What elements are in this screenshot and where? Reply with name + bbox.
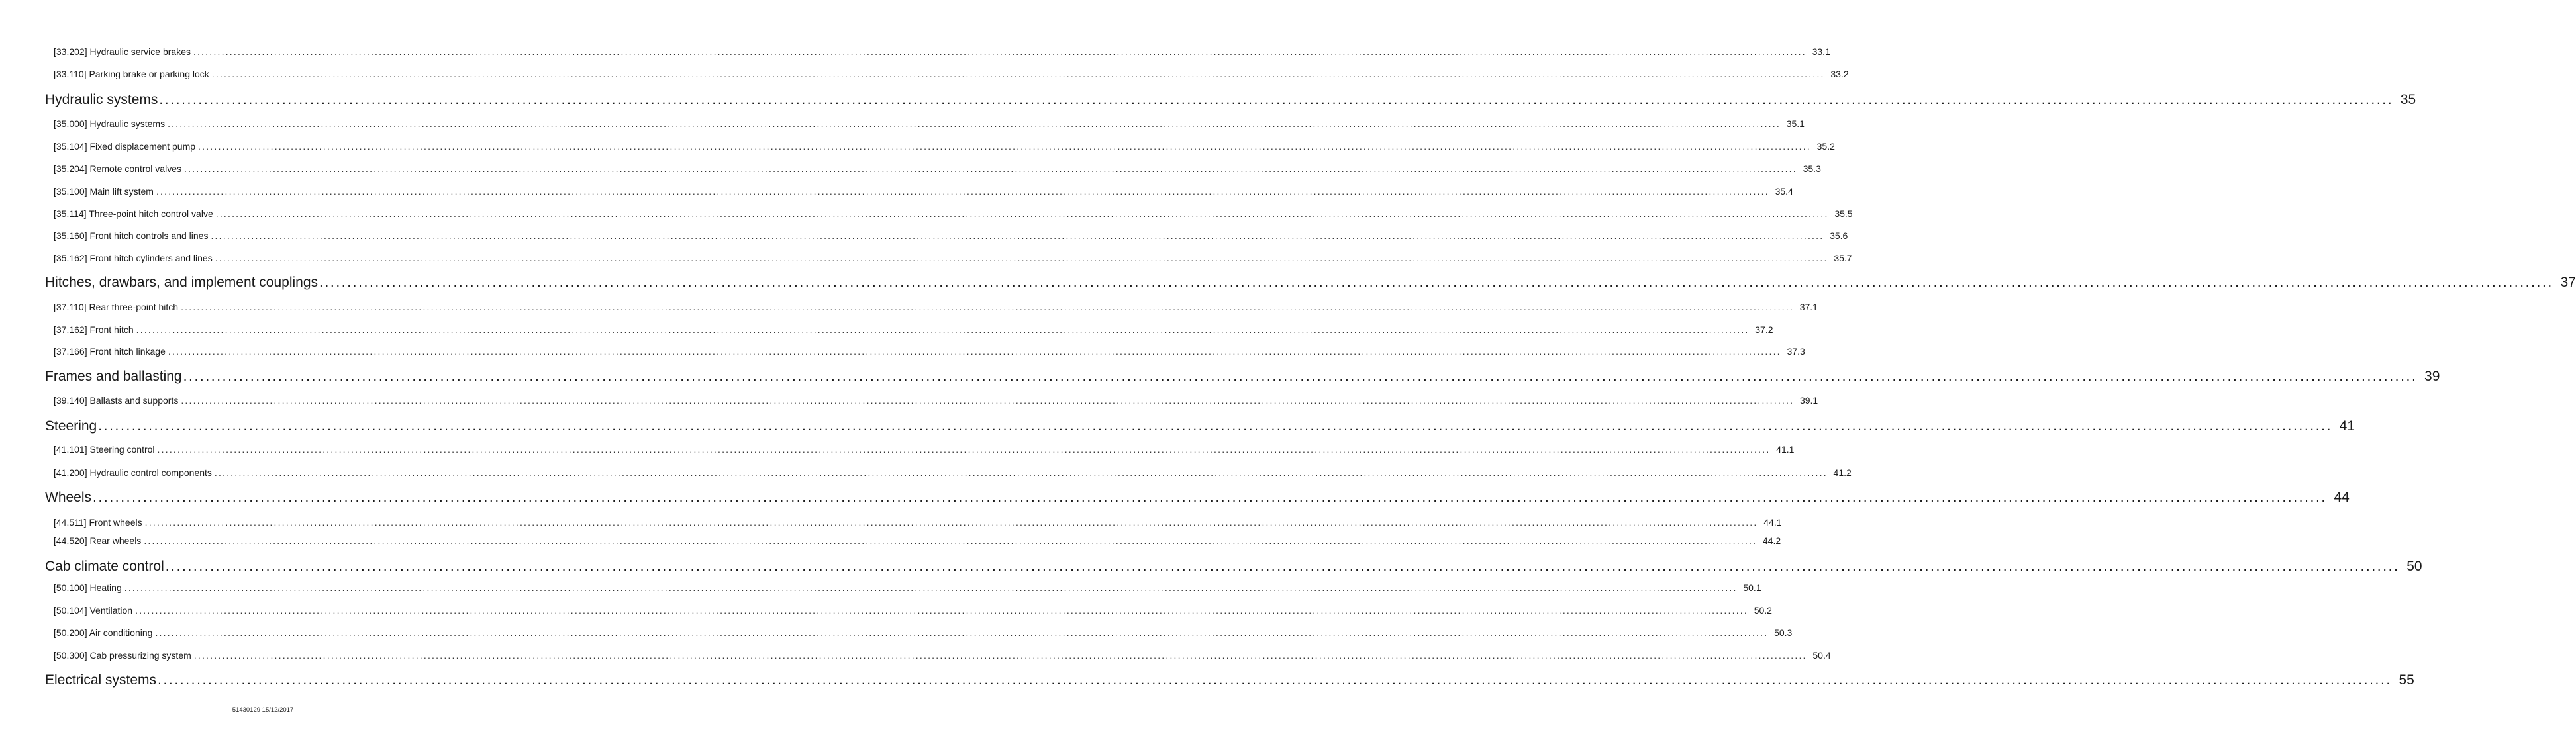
toc-entry-title: [35.160] Front hitch controls and lines [54, 230, 209, 241]
dot-leader: ................................................................................................................................................................................................................................................................................................................................................................................................................ [98, 418, 2333, 434]
dot-leader: ................................................................................................................................................................................................................................................................................................................................................................................................................ [144, 535, 1758, 546]
toc-entry-title: [50.200] Air conditioning [54, 628, 153, 638]
toc-section-row [45, 418, 2355, 434]
toc-section-title: Frames and ballasting [45, 369, 182, 384]
toc-entry-row [54, 230, 1848, 241]
toc-section-row [45, 369, 2440, 385]
dot-leader: ................................................................................................................................................................................................................................................................................................................................................................................................................ [181, 395, 1795, 406]
page-number: 33.2 [1830, 69, 1849, 79]
page-number: 35.2 [1816, 141, 1835, 152]
toc-entry-title: [37.166] Front hitch linkage [54, 346, 166, 357]
page-number: 50.3 [1774, 628, 1793, 638]
page-number: 37.2 [1755, 324, 1773, 335]
toc-section-row [45, 490, 2350, 506]
dot-leader: ................................................................................................................................................................................................................................................................................................................................................................................................................ [215, 253, 1828, 263]
toc-entry-title: [35.100] Main lift system [54, 186, 154, 197]
toc-section-title: Wheels [45, 490, 92, 505]
toc-entry-row [54, 535, 1781, 546]
toc-section-row [45, 673, 2414, 688]
toc-entry-row [54, 302, 1818, 312]
toc-entry-title: [35.000] Hydraulic systems [54, 118, 166, 129]
dot-leader: ................................................................................................................................................................................................................................................................................................................................................................................................................ [168, 118, 1781, 129]
toc-entry-row [54, 253, 1852, 263]
toc-section-title: Electrical systems [45, 673, 157, 688]
page-number: 44.2 [1762, 535, 1781, 546]
toc-entry-row [54, 582, 1761, 593]
toc-entry-title: [39.140] Ballasts and supports [54, 395, 179, 406]
page-number: 55 [2399, 673, 2414, 688]
toc-entry-row [54, 628, 1793, 638]
dot-leader: ................................................................................................................................................................................................................................................................................................................................................................................................................ [158, 673, 2392, 688]
page-number: 41.1 [1776, 444, 1795, 455]
dot-leader: ................................................................................................................................................................................................................................................................................................................................................................................................................ [159, 92, 2394, 107]
toc-section-row [45, 559, 2422, 575]
toc-entry-title: [41.101] Steering control [54, 444, 155, 455]
toc-entry-title: [37.162] Front hitch [54, 324, 134, 335]
toc-entry-title: [41.200] Hydraulic control components [54, 467, 212, 478]
toc-entry-row [54, 118, 1805, 129]
dot-leader: ................................................................................................................................................................................................................................................................................................................................................................................................................ [93, 490, 2327, 505]
dot-leader: ................................................................................................................................................................................................................................................................................................................................................................................................................ [144, 517, 1758, 528]
page-number: 35 [2400, 92, 2416, 107]
dot-leader: ................................................................................................................................................................................................................................................................................................................................................................................................................ [193, 650, 1807, 661]
page-number: 50 [2406, 559, 2422, 574]
page-number: 50.2 [1754, 605, 1772, 616]
page-number: 37 [2560, 275, 2576, 290]
dot-leader: ................................................................................................................................................................................................................................................................................................................................................................................................................ [211, 230, 1824, 241]
toc-entry-title: [33.110] Parking brake or parking lock [54, 69, 209, 79]
dot-leader: ................................................................................................................................................................................................................................................................................................................................................................................................................ [181, 302, 1794, 312]
page-number: 35.3 [1803, 163, 1821, 174]
toc-entry-title: [35.204] Remote control valves [54, 163, 181, 174]
page-number: 39.1 [1799, 395, 1818, 406]
page-number: 41 [2339, 418, 2355, 434]
page-number: 44.1 [1763, 517, 1782, 528]
toc-entry-row [54, 395, 1818, 406]
toc-entry-row [54, 69, 1849, 79]
toc-entry-title: [44.520] Rear wheels [54, 535, 142, 546]
toc-entry-row [54, 517, 1782, 528]
dot-leader: ................................................................................................................................................................................................................................................................................................................................................................................................................ [135, 605, 1748, 616]
toc-entry-row [54, 209, 1853, 219]
page-number: 35.7 [1834, 253, 1852, 263]
toc-entry-row [54, 650, 1831, 661]
toc-entry-title: [50.300] Cab pressurizing system [54, 650, 191, 661]
toc-entry-row [54, 141, 1835, 152]
page-number: 50.1 [1743, 582, 1761, 593]
page-number: 35.6 [1830, 230, 1848, 241]
page-number: 33.1 [1812, 46, 1830, 57]
dot-leader: ................................................................................................................................................................................................................................................................................................................................................................................................................ [155, 628, 1769, 638]
toc-entry-row [54, 467, 1852, 478]
toc-entry-title: [44.511] Front wheels [54, 517, 142, 528]
toc-section-row [45, 92, 2416, 108]
toc-entry-title: [50.100] Heating [54, 582, 122, 593]
dot-leader: ................................................................................................................................................................................................................................................................................................................................................................................................................ [214, 467, 1828, 478]
toc-entry-title: [33.202] Hydraulic service brakes [54, 46, 191, 57]
page-number: 37.1 [1799, 302, 1818, 312]
toc-section-row [45, 275, 2576, 291]
dot-leader: ................................................................................................................................................................................................................................................................................................................................................................................................................ [198, 141, 1811, 152]
page-number: 37.3 [1787, 346, 1805, 357]
toc-entry-title: [37.110] Rear three-point hitch [54, 302, 179, 312]
toc-entry-row [54, 186, 1793, 197]
dot-leader: ................................................................................................................................................................................................................................................................................................................................................................................................................ [157, 444, 1771, 455]
page-number: 50.4 [1812, 650, 1831, 661]
dot-leader: ................................................................................................................................................................................................................................................................................................................................................................................................................ [136, 324, 1750, 335]
dot-leader: ................................................................................................................................................................................................................................................................................................................................................................................................................ [165, 559, 2400, 574]
toc-entry-title: [35.114] Three-point hitch control valve [54, 209, 213, 219]
dot-leader: ................................................................................................................................................................................................................................................................................................................................................................................................................ [215, 209, 1829, 219]
dot-leader: ................................................................................................................................................................................................................................................................................................................................................................................................................ [193, 46, 1807, 57]
toc-entry-row [54, 163, 1821, 174]
toc-entry-row [54, 605, 1772, 616]
page-number: 39 [2424, 369, 2440, 384]
toc-section-title: Hitches, drawbars, and implement couplings [45, 275, 319, 290]
toc-entry-row [54, 324, 1773, 335]
toc-entry-title: [35.104] Fixed displacement pump [54, 141, 196, 152]
toc-entry-row [54, 346, 1805, 357]
page-number: 35.1 [1786, 118, 1805, 129]
page-number: 35.5 [1834, 209, 1853, 219]
page-number: 44 [2334, 490, 2350, 505]
dot-leader: ................................................................................................................................................................................................................................................................................................................................................................................................................ [168, 346, 1781, 357]
dot-leader: ................................................................................................................................................................................................................................................................................................................................................................................................................ [156, 186, 1769, 197]
toc-entry-row [54, 444, 1795, 455]
dot-leader: ................................................................................................................................................................................................................................................................................................................................................................................................................ [319, 275, 2553, 290]
dot-leader: ................................................................................................................................................................................................................................................................................................................................................................................................................ [184, 163, 1797, 174]
toc-section-title: Cab climate control [45, 559, 164, 574]
dot-leader: ................................................................................................................................................................................................................................................................................................................................................................................................................ [183, 369, 2418, 384]
page-number: 41.2 [1833, 467, 1852, 478]
toc-entry-title: [50.104] Ventilation [54, 605, 133, 616]
page-number: 35.4 [1775, 186, 1793, 197]
toc-entry-title: [35.162] Front hitch cylinders and lines [54, 253, 213, 263]
toc-section-title: Hydraulic systems [45, 92, 158, 107]
dot-leader: ................................................................................................................................................................................................................................................................................................................................................................................................................ [211, 69, 1825, 79]
footer-document-id: 51430129 15/12/2017 [232, 706, 294, 714]
toc-section-title: Steering [45, 418, 97, 434]
toc-entry-row [54, 46, 1830, 57]
dot-leader: ................................................................................................................................................................................................................................................................................................................................................................................................................ [124, 582, 1738, 593]
